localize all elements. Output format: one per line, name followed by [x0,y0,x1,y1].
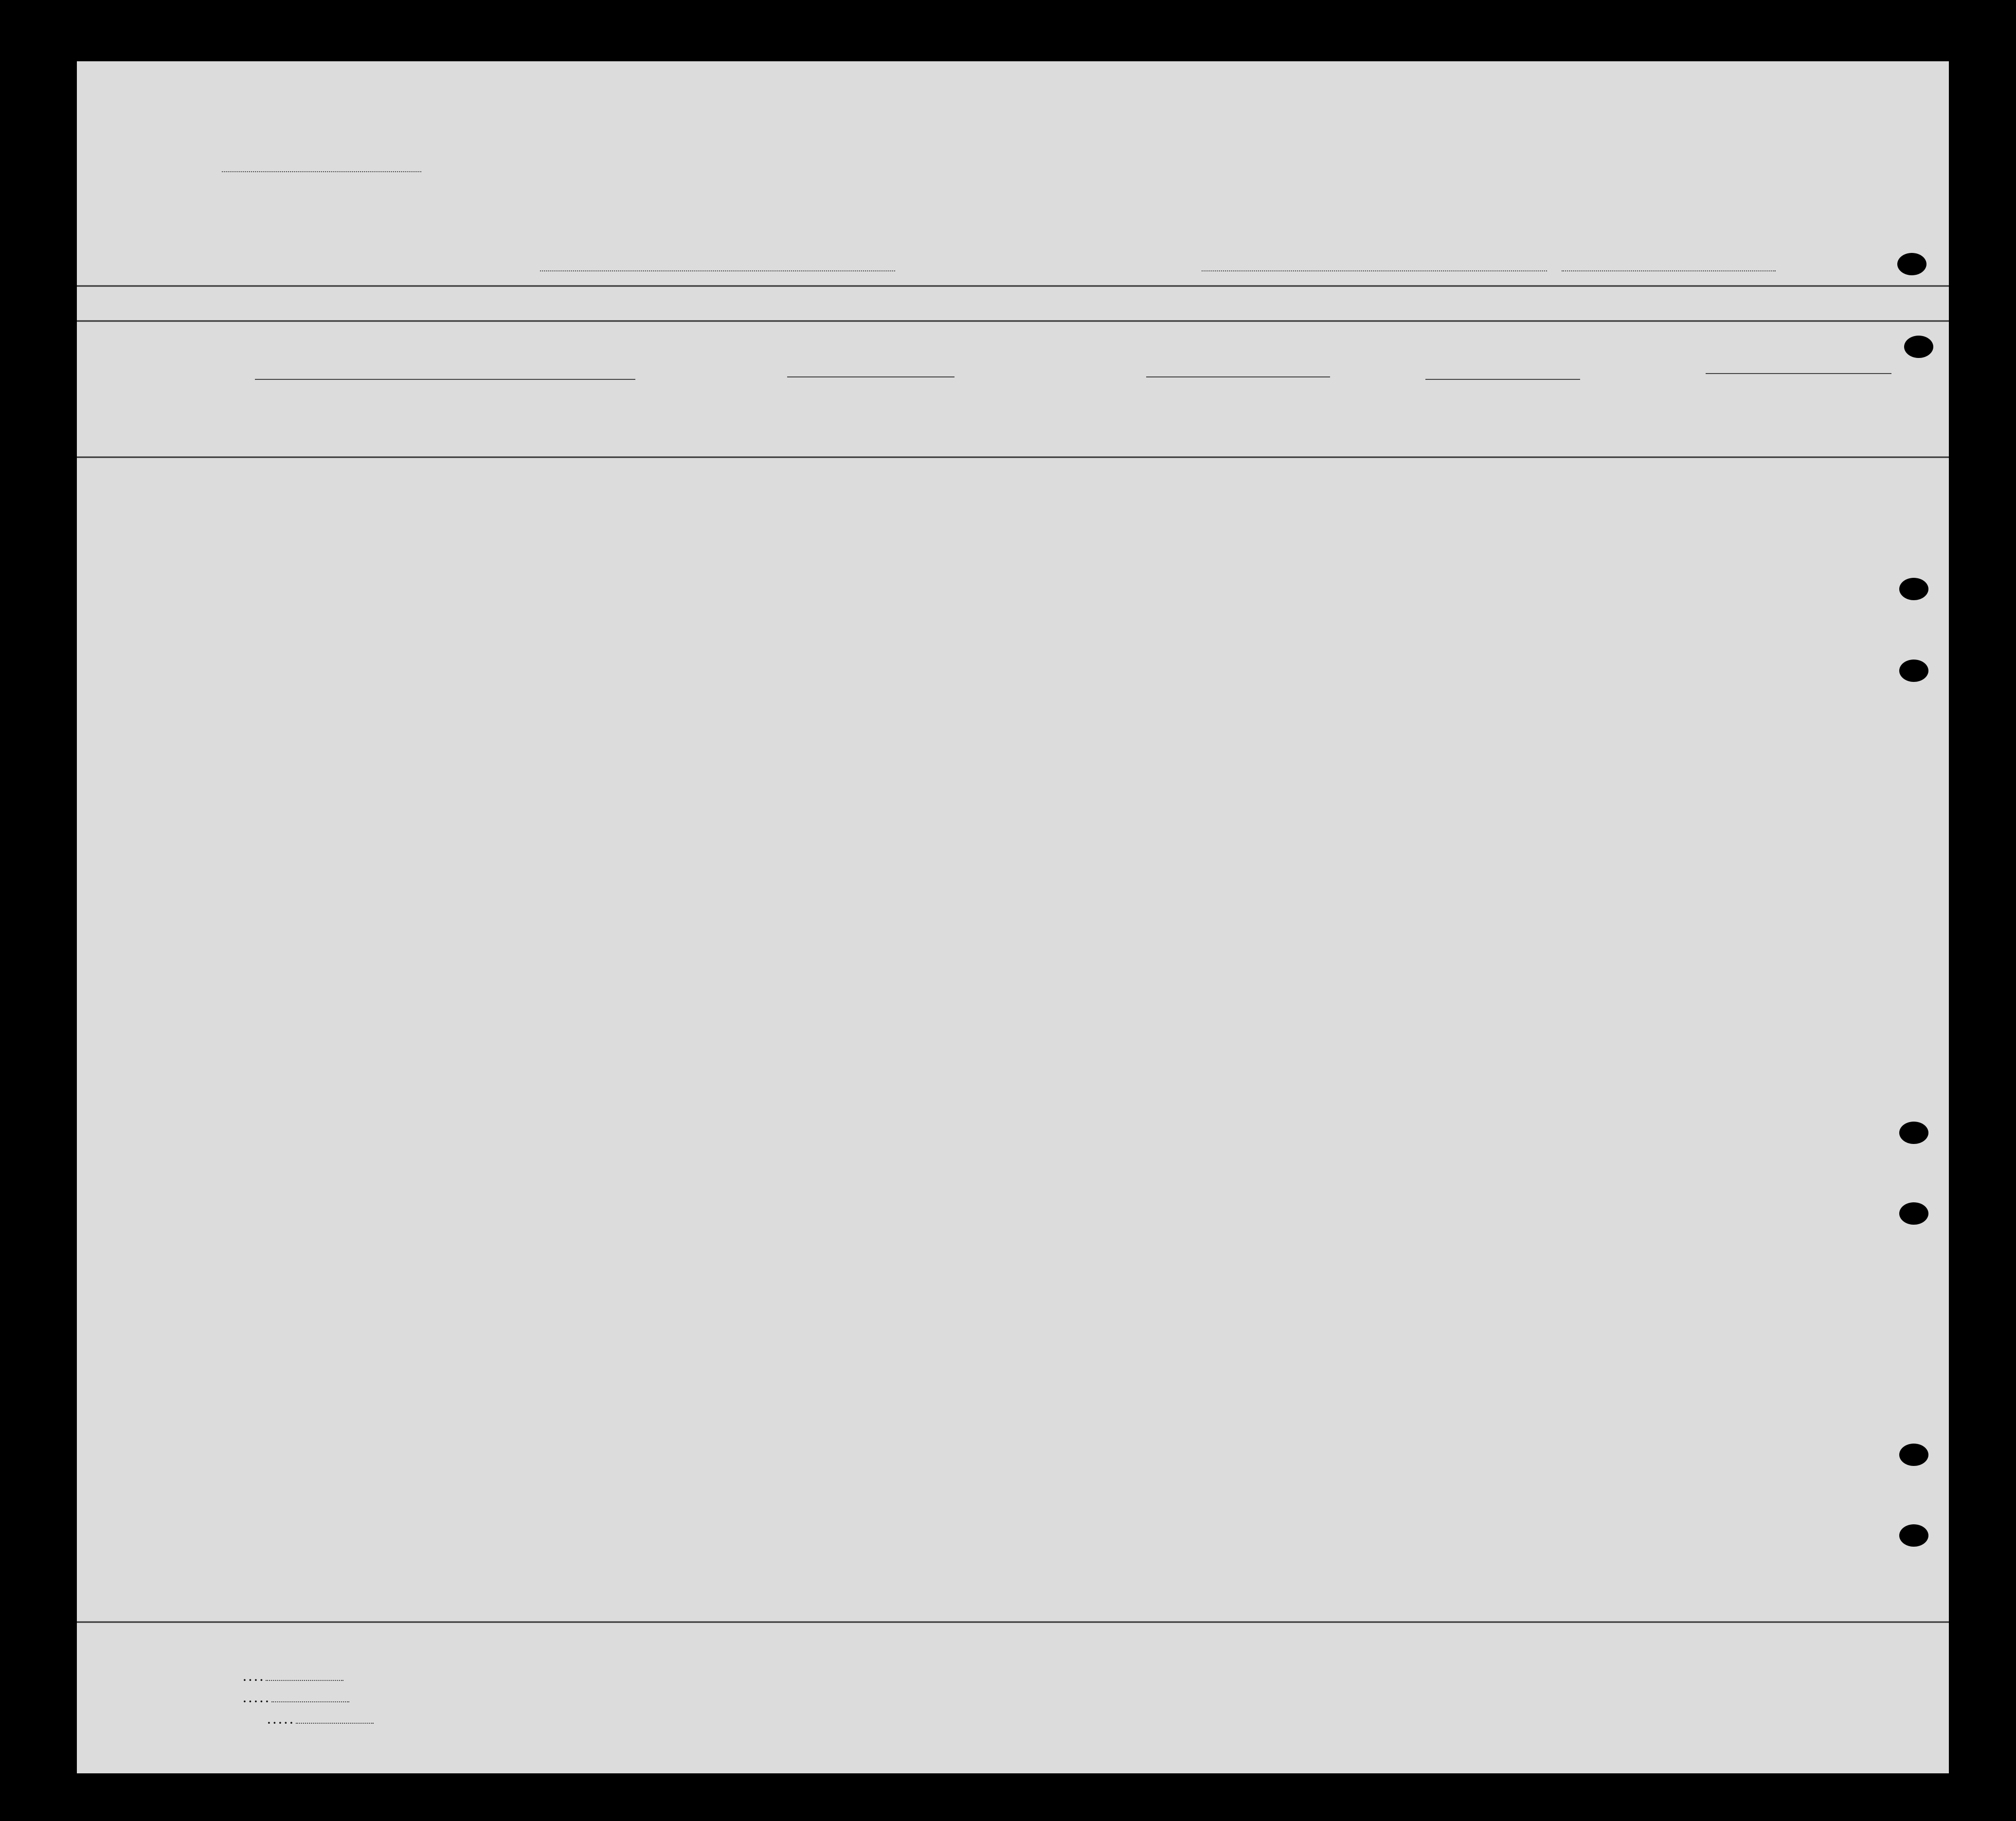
leader-dots: . . . . . [243,1693,271,1705]
aliens-field[interactable] [296,1723,374,1724]
totals-block [243,1671,374,1735]
punch-hole [1897,253,1926,275]
leader-dots: . . . . [243,1671,266,1683]
us-citizens-field[interactable] [271,1701,349,1702]
punch-hole [1899,1524,1928,1547]
total-passengers-field[interactable] [266,1680,343,1681]
punch-hole [1899,1122,1928,1144]
punch-hole [1899,660,1928,682]
punch-hole [1899,578,1928,600]
list-number-field[interactable] [222,171,421,172]
sailing-from-field[interactable] [1202,270,1547,271]
punch-hole [1899,1444,1928,1466]
punch-hole [1904,336,1933,358]
leader-dots: . . . . . [268,1714,296,1726]
punch-hole [1899,1202,1928,1225]
date-field[interactable] [1562,270,1776,271]
vessel-field[interactable] [540,270,895,271]
